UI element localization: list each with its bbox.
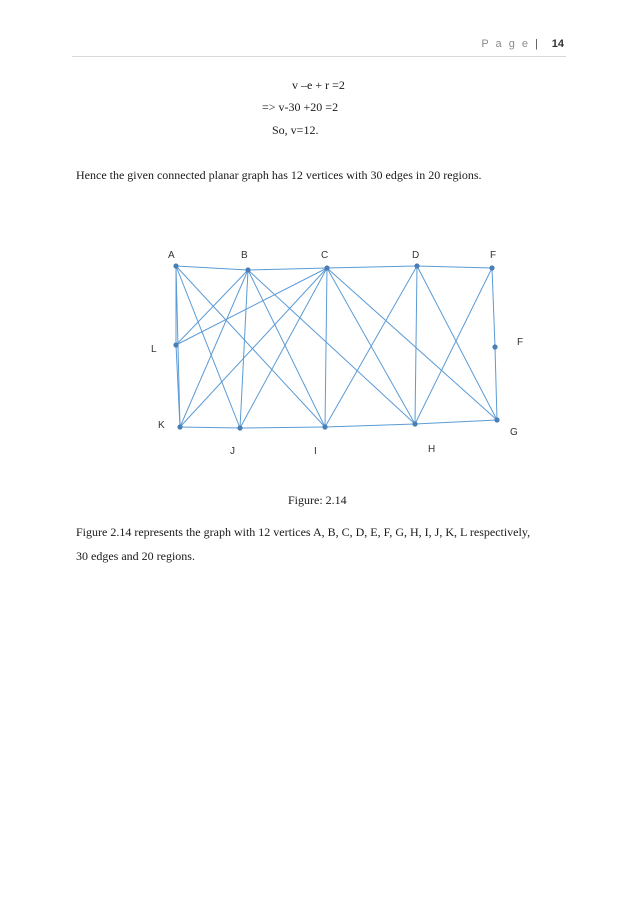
edge-B-C bbox=[248, 268, 327, 270]
equation-substitution: => v-30 +20 =2 bbox=[262, 100, 339, 114]
equation-euler: v –e + r =2 bbox=[292, 78, 345, 92]
vertex-label-J: J bbox=[230, 446, 235, 457]
vertex-label-F: F bbox=[517, 337, 524, 348]
graph-edges bbox=[176, 266, 497, 428]
vertex-label-I: I bbox=[314, 446, 317, 457]
vertex-G bbox=[494, 417, 499, 422]
figure-caption: Figure: 2.14 bbox=[288, 493, 347, 507]
edge-A-I bbox=[176, 266, 325, 427]
edge-J-K bbox=[180, 427, 240, 428]
description-line-2: 30 edges and 20 regions. bbox=[76, 549, 195, 563]
edge-E-H bbox=[415, 268, 492, 424]
edge-D-H bbox=[415, 266, 417, 424]
vertex-label-E: F bbox=[490, 250, 497, 261]
edge-H-I bbox=[325, 424, 415, 427]
description-line-1: Figure 2.14 represents the graph with 12 vertices A, B, C, D, E, F, G, H, I, J, K, L respectively, bbox=[76, 525, 531, 539]
page-separator: | bbox=[535, 38, 538, 50]
edge-G-H bbox=[415, 420, 497, 424]
vertex-label-K: K bbox=[158, 420, 165, 431]
vertex-A bbox=[173, 263, 178, 268]
edge-A-J bbox=[176, 266, 240, 428]
edge-C-G bbox=[327, 268, 497, 420]
edge-C-I bbox=[325, 268, 327, 427]
edge-I-J bbox=[240, 427, 325, 428]
vertex-H bbox=[412, 421, 417, 426]
vertex-C bbox=[324, 265, 329, 270]
edge-B-K bbox=[180, 270, 248, 427]
edge-C-D bbox=[327, 266, 417, 268]
edge-D-E bbox=[417, 266, 492, 268]
vertex-label-A: A bbox=[168, 250, 175, 261]
edge-A-B bbox=[176, 266, 248, 270]
vertex-L bbox=[173, 342, 178, 347]
vertex-F bbox=[492, 344, 497, 349]
conclusion-paragraph: Hence the given connected planar graph has 12 vertices with 30 edges in 20 regions. bbox=[76, 168, 482, 182]
vertex-label-B: B bbox=[241, 250, 248, 261]
vertex-B bbox=[245, 267, 250, 272]
edge-L-C bbox=[176, 268, 327, 345]
vertex-label-H: H bbox=[428, 444, 436, 455]
page-word: P a g e bbox=[481, 38, 530, 50]
vertex-label-D: D bbox=[412, 250, 420, 261]
equation-result: So, v=12. bbox=[272, 123, 319, 137]
edge-B-L bbox=[176, 270, 248, 345]
graph-vertex-labels bbox=[151, 250, 523, 457]
vertex-label-C: C bbox=[321, 250, 329, 261]
vertex-J bbox=[237, 425, 242, 430]
edge-D-G bbox=[417, 266, 497, 420]
edge-F-G bbox=[495, 347, 497, 420]
vertex-K bbox=[177, 424, 182, 429]
page-number: 14 bbox=[551, 38, 564, 50]
vertex-label-L: L bbox=[151, 344, 157, 355]
edge-E-F bbox=[492, 268, 495, 347]
vertex-label-G: G bbox=[510, 427, 518, 438]
graph-vertices bbox=[173, 263, 499, 430]
vertex-E bbox=[489, 265, 494, 270]
vertex-I bbox=[322, 424, 327, 429]
edge-B-J bbox=[240, 270, 248, 428]
edge-B-H bbox=[248, 270, 415, 424]
vertex-D bbox=[414, 263, 419, 268]
